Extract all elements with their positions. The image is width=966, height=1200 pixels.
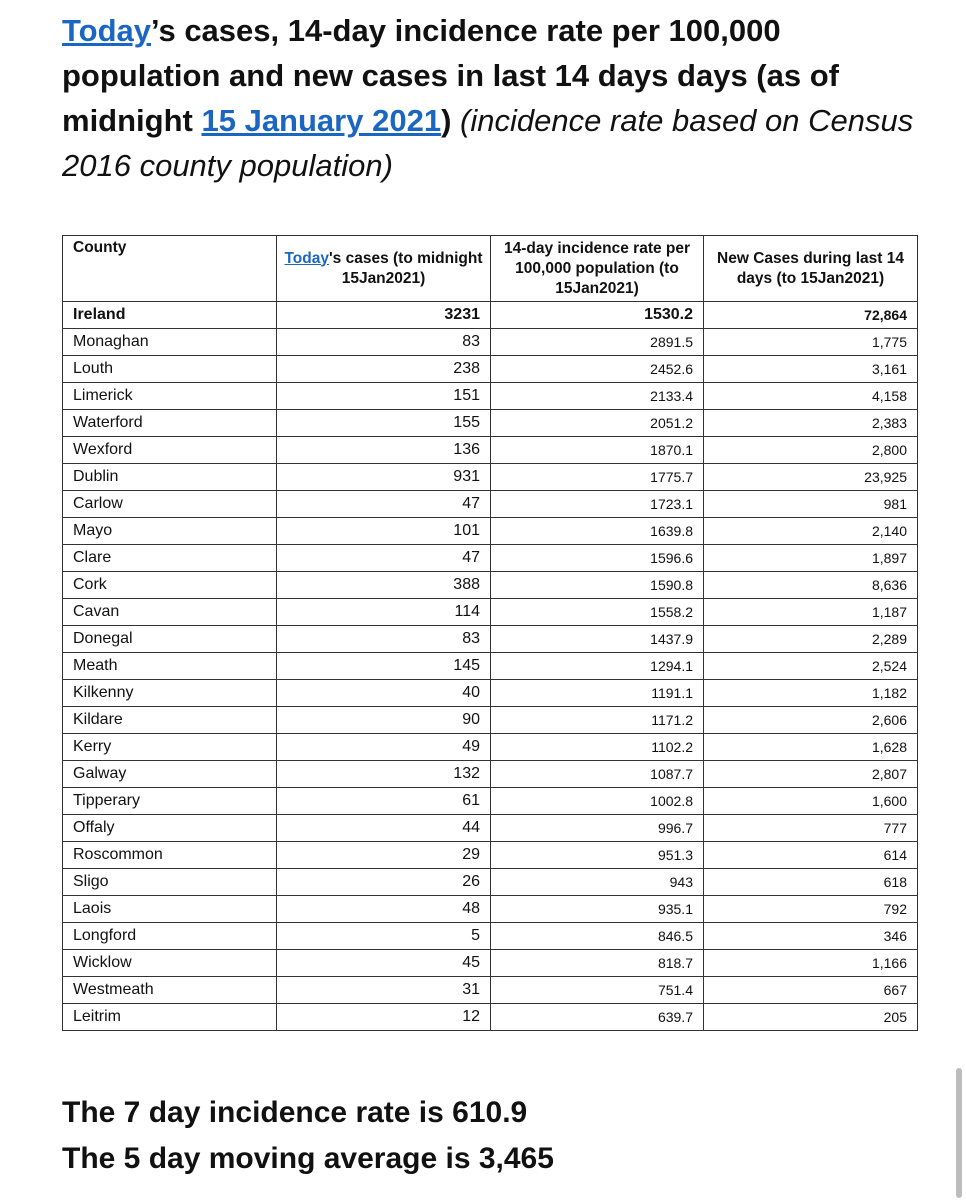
cell-county: Cork <box>63 572 277 599</box>
cell-rate: 818.7 <box>491 950 704 977</box>
table-row <box>63 1004 918 1031</box>
cell-county: Wicklow <box>63 950 277 977</box>
table-row <box>63 923 918 950</box>
cell-county: Wexford <box>63 437 277 464</box>
table-row <box>63 950 918 977</box>
cell-rate: 751.4 <box>491 977 704 1004</box>
table-row <box>63 626 918 653</box>
cell-new: 23,925 <box>704 464 918 491</box>
table-row <box>63 518 918 545</box>
cell-county: Laois <box>63 896 277 923</box>
cell-county: Mayo <box>63 518 277 545</box>
cell-today: 388 <box>277 572 491 599</box>
header-today <box>277 236 491 302</box>
cell-new: 2,606 <box>704 707 918 734</box>
cell-rate: 943 <box>491 869 704 896</box>
cell-today: 151 <box>277 383 491 410</box>
cell-rate: 1723.1 <box>491 491 704 518</box>
cell-today: 132 <box>277 761 491 788</box>
cell-rate: 2051.2 <box>491 410 704 437</box>
table-row <box>63 545 918 572</box>
table-row <box>63 977 918 1004</box>
header-incidence: 14-day incidence rate per 100,000 population (to 15Jan2021) <box>491 236 704 302</box>
cases-table <box>62 235 918 1031</box>
cell-county: Roscommon <box>63 842 277 869</box>
cell-new: 2,807 <box>704 761 918 788</box>
cell-rate: 1530.2 <box>491 302 704 329</box>
cell-county: Kildare <box>63 707 277 734</box>
table-row <box>63 329 918 356</box>
cell-rate: 951.3 <box>491 842 704 869</box>
cell-county: Sligo <box>63 869 277 896</box>
cell-rate: 1087.7 <box>491 761 704 788</box>
cell-today: 61 <box>277 788 491 815</box>
cell-new: 777 <box>704 815 918 842</box>
cell-today: 114 <box>277 599 491 626</box>
cell-today: 44 <box>277 815 491 842</box>
cell-new: 981 <box>704 491 918 518</box>
cell-county: Donegal <box>63 626 277 653</box>
cell-today: 12 <box>277 1004 491 1031</box>
heading-text-2: ) <box>441 103 452 138</box>
cell-new: 1,182 <box>704 680 918 707</box>
cell-today: 26 <box>277 869 491 896</box>
cell-today: 29 <box>277 842 491 869</box>
cell-rate: 996.7 <box>491 815 704 842</box>
cell-rate: 846.5 <box>491 923 704 950</box>
cell-rate: 1590.8 <box>491 572 704 599</box>
cell-new: 3,161 <box>704 356 918 383</box>
cell-county: Clare <box>63 545 277 572</box>
table-row <box>63 410 918 437</box>
cell-county: Ireland <box>63 302 277 329</box>
cell-county: Leitrim <box>63 1004 277 1031</box>
cell-county: Carlow <box>63 491 277 518</box>
cell-county: Monaghan <box>63 329 277 356</box>
table-row <box>63 707 918 734</box>
cell-new: 667 <box>704 977 918 1004</box>
cell-new: 792 <box>704 896 918 923</box>
cell-county: Kerry <box>63 734 277 761</box>
cell-rate: 1294.1 <box>491 653 704 680</box>
cell-rate: 1639.8 <box>491 518 704 545</box>
cell-today: 40 <box>277 680 491 707</box>
cell-new: 8,636 <box>704 572 918 599</box>
cell-county: Waterford <box>63 410 277 437</box>
date-link[interactable]: 15 January 2021 <box>201 103 442 138</box>
cell-today: 931 <box>277 464 491 491</box>
cell-new: 614 <box>704 842 918 869</box>
cell-today: 48 <box>277 896 491 923</box>
table-row <box>63 869 918 896</box>
cell-new: 1,600 <box>704 788 918 815</box>
table-row <box>63 896 918 923</box>
cell-today: 83 <box>277 329 491 356</box>
cell-rate: 2452.6 <box>491 356 704 383</box>
cell-rate: 2891.5 <box>491 329 704 356</box>
header-new-cases: New Cases during last 14 days (to 15Jan2021) <box>704 236 918 302</box>
cell-today: 47 <box>277 545 491 572</box>
cell-rate: 1102.2 <box>491 734 704 761</box>
cell-county: Tipperary <box>63 788 277 815</box>
cell-new: 2,140 <box>704 518 918 545</box>
header-today-link[interactable]: Today <box>284 249 329 267</box>
cell-rate: 639.7 <box>491 1004 704 1031</box>
cell-new: 2,524 <box>704 653 918 680</box>
cell-today: 45 <box>277 950 491 977</box>
table-row <box>63 356 918 383</box>
header-county: County <box>63 236 277 302</box>
scrollbar[interactable] <box>956 1068 962 1198</box>
today-link[interactable]: Today <box>62 13 151 48</box>
cell-today: 155 <box>277 410 491 437</box>
table-row <box>63 491 918 518</box>
table-row <box>63 599 918 626</box>
cell-rate: 1191.1 <box>491 680 704 707</box>
table-row <box>63 653 918 680</box>
cell-rate: 1002.8 <box>491 788 704 815</box>
page-heading <box>62 8 922 188</box>
cell-county: Louth <box>63 356 277 383</box>
heading-note: (incidence rate based on Census 2016 county population) <box>62 103 914 183</box>
cell-rate: 1171.2 <box>491 707 704 734</box>
table-row <box>63 383 918 410</box>
cell-today: 238 <box>277 356 491 383</box>
table-row <box>63 842 918 869</box>
cell-county: Cavan <box>63 599 277 626</box>
cell-rate: 1870.1 <box>491 437 704 464</box>
table-row <box>63 815 918 842</box>
cell-today: 83 <box>277 626 491 653</box>
cell-new: 618 <box>704 869 918 896</box>
cell-today: 145 <box>277 653 491 680</box>
table-header-row <box>63 236 918 302</box>
cell-county: Limerick <box>63 383 277 410</box>
cell-rate: 935.1 <box>491 896 704 923</box>
cell-new: 1,775 <box>704 329 918 356</box>
cell-county: Westmeath <box>63 977 277 1004</box>
cell-new: 72,864 <box>704 302 918 329</box>
cell-new: 205 <box>704 1004 918 1031</box>
cell-new: 2,800 <box>704 437 918 464</box>
cell-today: 136 <box>277 437 491 464</box>
cell-rate: 1596.6 <box>491 545 704 572</box>
table-row <box>63 734 918 761</box>
cell-new: 346 <box>704 923 918 950</box>
cell-new: 1,166 <box>704 950 918 977</box>
cell-new: 2,383 <box>704 410 918 437</box>
summary-5day: The 5 day moving average is 3,465 <box>62 1142 554 1175</box>
cell-today: 90 <box>277 707 491 734</box>
cell-today: 31 <box>277 977 491 1004</box>
cell-today: 49 <box>277 734 491 761</box>
cell-rate: 1437.9 <box>491 626 704 653</box>
cell-rate: 1775.7 <box>491 464 704 491</box>
cell-county: Offaly <box>63 815 277 842</box>
table-row <box>63 437 918 464</box>
cell-today: 47 <box>277 491 491 518</box>
cell-today: 3231 <box>277 302 491 329</box>
table-row <box>63 680 918 707</box>
cell-rate: 2133.4 <box>491 383 704 410</box>
summary <box>62 1090 554 1182</box>
table-row <box>63 788 918 815</box>
cell-county: Galway <box>63 761 277 788</box>
cell-county: Longford <box>63 923 277 950</box>
cell-new: 1,628 <box>704 734 918 761</box>
cell-new: 1,897 <box>704 545 918 572</box>
cell-county: Kilkenny <box>63 680 277 707</box>
cell-today: 5 <box>277 923 491 950</box>
cell-county: Dublin <box>63 464 277 491</box>
heading-text-1: ’s cases, 14-day incidence rate per 100,000 population and new cases in last 14 days days (as of midnight <box>62 13 839 138</box>
cell-new: 2,289 <box>704 626 918 653</box>
cell-today: 101 <box>277 518 491 545</box>
table-row <box>63 761 918 788</box>
table-row <box>63 572 918 599</box>
header-today-text: 's cases (to midnight 15Jan2021) <box>328 249 483 287</box>
cell-new: 1,187 <box>704 599 918 626</box>
cell-rate: 1558.2 <box>491 599 704 626</box>
cell-new: 4,158 <box>704 383 918 410</box>
table-row <box>63 464 918 491</box>
summary-7day: The 7 day incidence rate is 610.9 <box>62 1096 528 1129</box>
cell-county: Meath <box>63 653 277 680</box>
table-row-ireland <box>63 302 918 329</box>
